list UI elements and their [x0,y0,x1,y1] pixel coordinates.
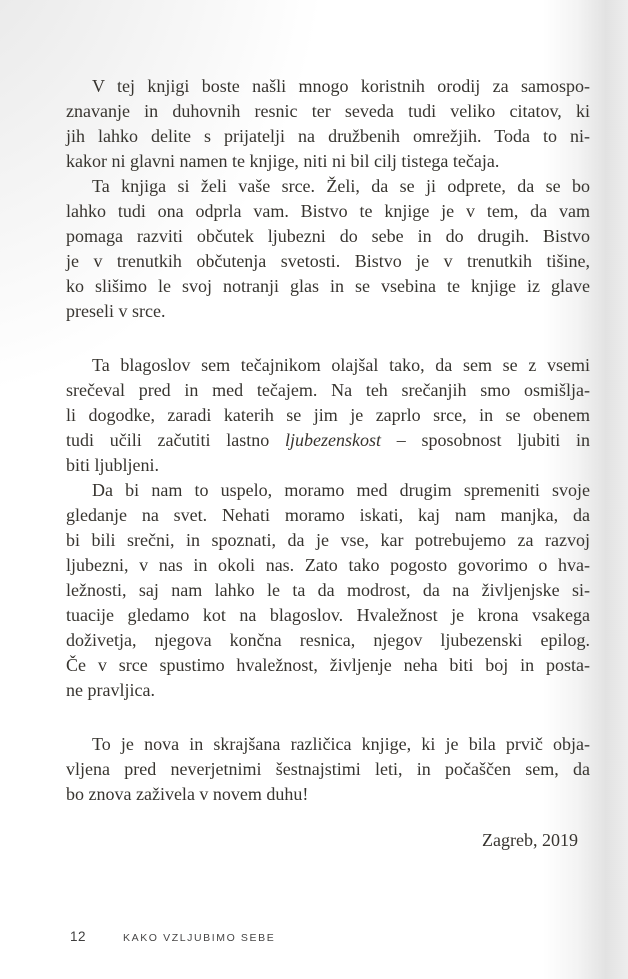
text-line: V tej knjigi boste našli mnogo koristnih orodij za samospo- [92,76,590,96]
text-line: jih lahko delite s prijatelji na družbenih omrežjih. Toda to ni- [66,126,590,146]
text-line: lahko tudi ona odprla vam. Bistvo te knjige je v tem, da vam [66,201,590,221]
text-line: srečeval pred in med tečajem. Na teh srečanjih smo osmišlja- [66,380,590,400]
text-line: Če v srce spustimo hvaležnost, življenje neha biti boj in posta- [66,655,590,675]
text-line: ko slišimo le svoj notranji glas in se vsebina te knjige iz glave [66,276,590,296]
text-line: biti ljubljeni. [66,455,159,475]
text-line: bo znova zaživela v novem duhu! [66,784,309,804]
page-number: 12 [70,929,87,944]
text-line: znavanje in duhovnih resnic ter seveda tudi veliko citatov, ki [66,101,590,121]
page-footer [0,929,628,953]
book-title: KAKO VZLJUBIMO SEBE [123,931,276,944]
text-line: je v trenutkih občutenja svetosti. Bistvo je v trenutkih tišine, [66,251,590,271]
text-block [66,74,590,853]
text-line: tudi učili začutiti lastno ljubezenskost – sposobnost ljubiti in [66,430,590,450]
text-line: doživetja, njegova končna resnica, njegov ljubezenski epilog. [66,630,590,650]
text-line: Ta knjiga si želi vaše srce. Želi, da se ji odprete, da se bo [92,176,590,196]
text-line: tuacije gledamo kot na blagoslov. Hvaležnost je krona vsakega [66,605,590,625]
text-line: To je nova in skrajšana različica knjige, ki je bila prvič obja- [92,734,590,754]
text-line: Ta blagoslov sem tečajnikom olajšal tako, da sem se z vsemi [92,355,590,375]
text-line: ne pravljica. [66,680,155,700]
text-line: ležnosti, saj nam lahko le ta da modrost, da na življenjske si- [66,580,590,600]
body-paragraph [66,174,590,324]
text-line: pomaga razviti občutek ljubezni do sebe in do drugih. Bistvo [66,226,590,246]
body-paragraph [66,353,590,478]
text-line: kakor ni glavni namen te knjige, niti ni bil cilj tistega tečaja. [66,151,500,171]
text-line: gledanje na svet. Nehati moramo iskati, kaj nam manjka, da [66,505,590,525]
text-line: bi bili srečni, in spoznati, da je vse, kar potrebujemo za razvoj [66,530,590,550]
emphasized-term: ljubezenskost [284,430,381,450]
text-line: Da bi nam to uspelo, moramo med drugim spremeniti svoje [92,480,590,500]
body-paragraph [66,74,590,174]
text-line: vljena pred neverjetnimi šestnajstimi leti, in počaščen sem, da [66,759,590,779]
text-line: li dogodke, zaradi katerih se jim je zaprlo srce, in se obenem [66,405,590,425]
dateline: Zagreb, 2019 [482,830,578,850]
text-line: preseli v srce. [66,301,166,321]
body-paragraph [66,732,590,807]
body-paragraph [66,478,590,703]
text-line: ljubezni, v nas in okoli nas. Zato tako pogosto govorimo o hva- [66,555,590,575]
